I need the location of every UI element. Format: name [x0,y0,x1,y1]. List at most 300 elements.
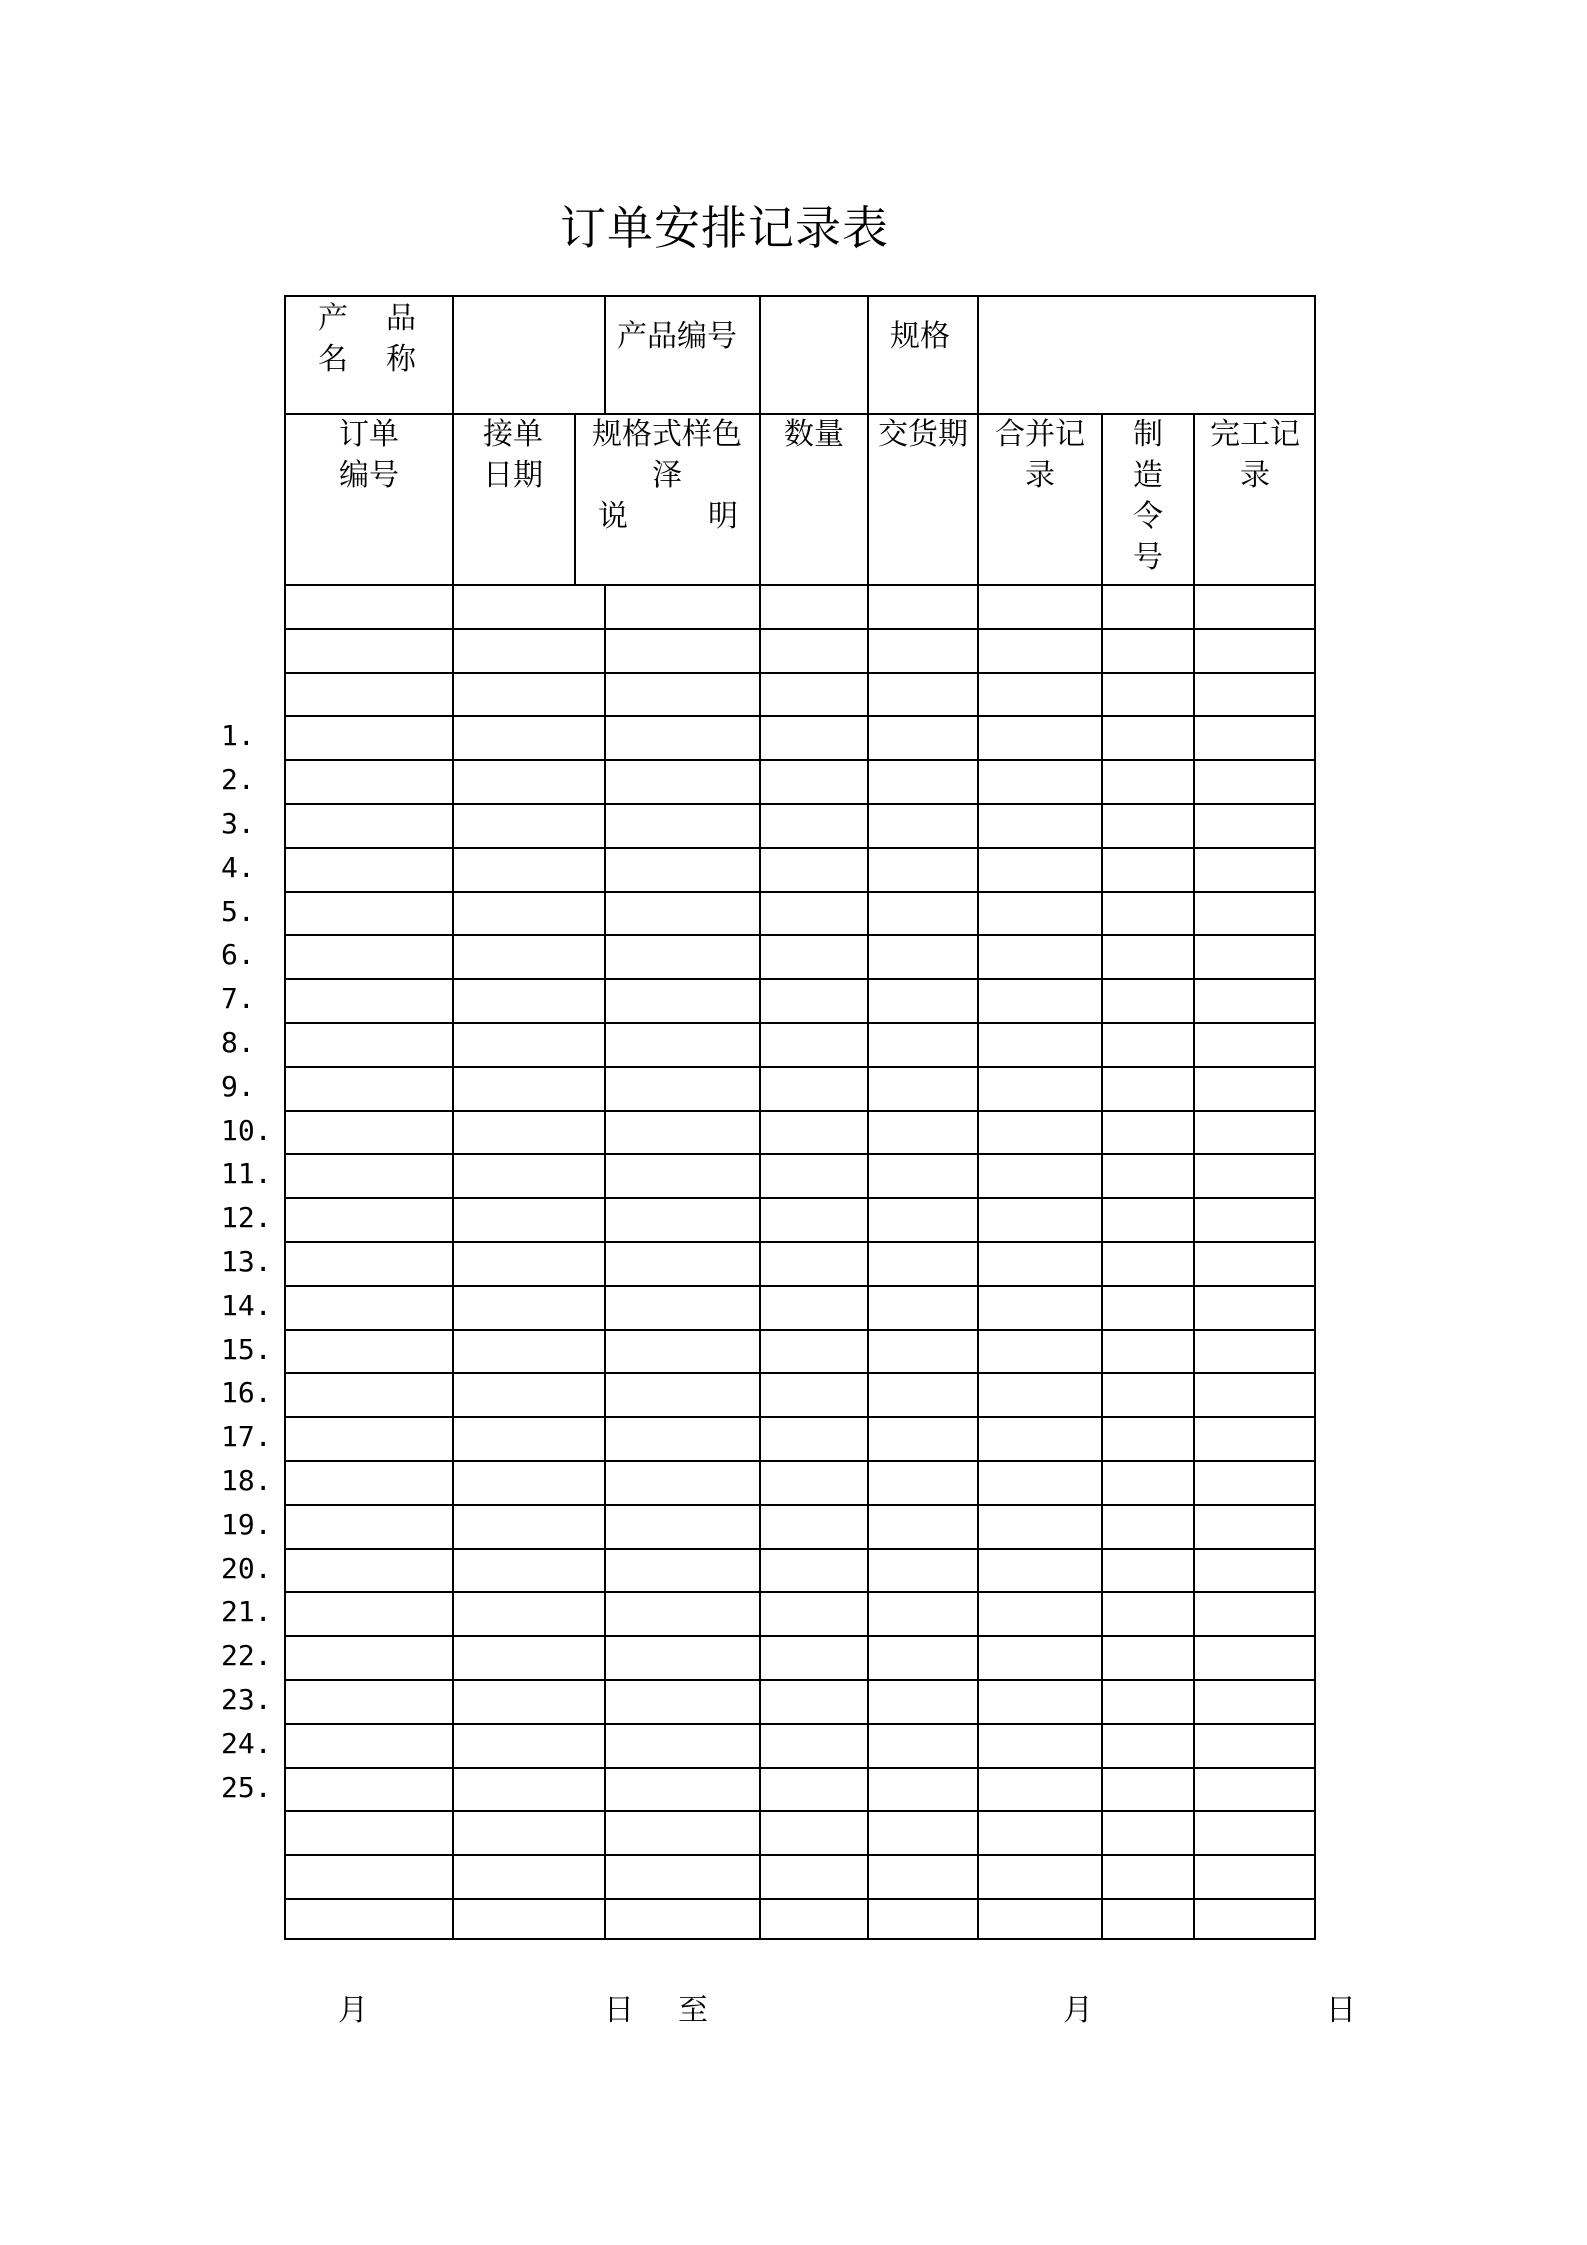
table-cell[interactable] [1103,1155,1193,1197]
table-cell[interactable] [1195,1769,1316,1811]
product-name-label-line2 [318,339,416,380]
table-cell[interactable] [286,1243,452,1285]
table-cell[interactable] [869,1900,977,1942]
table-cell[interactable] [761,936,867,978]
table-cell[interactable] [286,761,452,803]
table-cell[interactable] [869,1593,977,1635]
table-cell[interactable] [606,893,759,935]
row-number: 22. [221,1639,272,1673]
table-cell[interactable] [286,1199,452,1241]
table-cell[interactable] [761,805,867,847]
table-cell[interactable] [979,1725,1101,1767]
table-cell[interactable] [979,630,1101,672]
table-cell[interactable] [1195,1155,1316,1197]
table-cell[interactable] [1195,849,1316,891]
col-receive-date-line1: 接单 [483,417,543,452]
table-cell[interactable] [606,1462,759,1504]
table-cell[interactable] [1103,630,1193,672]
table-cell[interactable] [454,1243,604,1285]
row-number: 13. [221,1245,272,1278]
col-order-no [286,414,452,496]
table-cell[interactable] [1195,1725,1316,1767]
table-cell[interactable] [1103,1856,1193,1898]
table-cell[interactable] [1195,1024,1316,1066]
table-cell[interactable] [286,1725,452,1767]
product-name-char: 称 [386,342,416,377]
table-cell[interactable] [454,1506,604,1548]
table-cell[interactable] [454,1068,604,1110]
table-cell[interactable] [606,980,759,1022]
col-receive-date [452,414,574,496]
row-number: 4. [221,850,255,884]
header-divider [574,413,576,584]
table-cell[interactable] [1195,1856,1316,1898]
table-cell[interactable] [869,1331,977,1373]
table-cell[interactable] [454,1374,604,1416]
table-cell[interactable] [606,1331,759,1373]
table-cell[interactable] [761,1331,867,1373]
table-cell[interactable] [606,1593,759,1635]
header-divider [977,295,979,413]
table-cell[interactable] [1103,1900,1193,1942]
table-cell[interactable] [979,674,1101,716]
row-number: 16. [221,1376,272,1410]
table-cell[interactable] [454,1112,604,1154]
table-cell[interactable] [606,1550,759,1592]
table-cell[interactable] [761,674,867,716]
table-cell[interactable] [1103,936,1193,978]
footer-day-end: 日 [1326,1993,1356,2028]
table-cell[interactable] [761,1856,867,1898]
table-cell[interactable] [979,1812,1101,1854]
col-spec-desc-line2: 泽 [652,458,682,493]
table-cell[interactable] [979,761,1101,803]
col-order-no-line1: 订单 [339,417,399,452]
table-cell[interactable] [606,1068,759,1110]
table-cell[interactable] [286,1418,452,1460]
table-cell[interactable] [869,980,977,1022]
table-cell[interactable] [1103,1418,1193,1460]
table-cell[interactable] [869,1462,977,1504]
row-number: 18. [221,1464,272,1497]
table-cell[interactable] [1103,1637,1193,1679]
table-cell[interactable] [979,1155,1101,1197]
table-cell[interactable] [979,1856,1101,1898]
table-cell[interactable] [1103,1199,1193,1241]
table-cell[interactable] [979,1418,1101,1460]
table-cell[interactable] [606,1812,759,1854]
table-cell[interactable] [761,1155,867,1197]
table-cell[interactable] [869,1418,977,1460]
table-cell[interactable] [1103,1068,1193,1110]
table-cell[interactable] [869,1637,977,1679]
table-cell[interactable] [606,1506,759,1548]
row-number: 2. [221,763,255,797]
table-cell[interactable] [286,1637,452,1679]
table-cell[interactable] [1195,717,1316,759]
table-cell[interactable] [979,1462,1101,1504]
table-cell[interactable] [1195,1812,1316,1854]
table-cell[interactable] [869,1112,977,1154]
col-mfg-line4: 号 [1133,540,1163,575]
table-cell[interactable] [606,1900,759,1942]
table-cell[interactable] [606,1199,759,1241]
table-cell[interactable] [454,849,604,891]
table-cell[interactable] [454,1024,604,1066]
row-number: 5. [221,894,255,928]
table-cell[interactable] [1103,1462,1193,1504]
table-cell[interactable] [1103,805,1193,847]
table-cell[interactable] [286,980,452,1022]
table-cell[interactable] [606,586,759,628]
header-divider [452,295,454,413]
table-cell[interactable] [979,1681,1101,1723]
table-cell[interactable] [1103,893,1193,935]
table-cell[interactable] [606,1856,759,1898]
table-cell[interactable] [286,1112,452,1154]
table-cell[interactable] [286,849,452,891]
table-cell[interactable] [979,1199,1101,1241]
table-cell[interactable] [606,1637,759,1679]
table-cell[interactable] [286,586,452,628]
table-cell[interactable] [1103,1287,1193,1329]
table-cell[interactable] [286,674,452,716]
table-cell[interactable] [761,1900,867,1942]
table-cell[interactable] [606,1725,759,1767]
table-cell[interactable] [979,805,1101,847]
table-cell[interactable] [286,1331,452,1373]
table-cell[interactable] [1195,936,1316,978]
header-divider [1101,413,1103,584]
table-cell[interactable] [286,1506,452,1548]
spec-label: 规格 [890,319,950,354]
table-cell[interactable] [454,1725,604,1767]
table-cell[interactable] [1195,1068,1316,1110]
table-cell[interactable] [606,805,759,847]
table-cell[interactable] [606,674,759,716]
table-cell[interactable] [286,1769,452,1811]
table-cell[interactable] [761,1550,867,1592]
table-cell[interactable] [454,980,604,1022]
table-cell[interactable] [286,1550,452,1592]
table-cell[interactable] [286,1024,452,1066]
table-cell[interactable] [286,1681,452,1723]
table-cell[interactable] [761,761,867,803]
table-cell[interactable] [1195,1550,1316,1592]
table-cell[interactable] [1195,1681,1316,1723]
table-cell[interactable] [606,1287,759,1329]
table-cell[interactable] [1103,980,1193,1022]
table-cell[interactable] [869,805,977,847]
table-cell[interactable] [869,1856,977,1898]
table-cell[interactable] [761,586,867,628]
table-cell[interactable] [286,717,452,759]
table-cell[interactable] [761,980,867,1022]
table-cell[interactable] [454,1550,604,1592]
table-cell[interactable] [1195,1593,1316,1635]
table-cell[interactable] [454,805,604,847]
table-cell[interactable] [1195,1462,1316,1504]
table-cell[interactable] [1195,1637,1316,1679]
table-cell[interactable] [1103,1593,1193,1635]
row-number: 1. [221,719,255,753]
table-cell[interactable] [761,849,867,891]
table-cell[interactable] [454,761,604,803]
table-cell[interactable] [454,1769,604,1811]
table-cell[interactable] [606,1681,759,1723]
table-cell[interactable] [1195,1374,1316,1416]
table-cell[interactable] [1195,586,1316,628]
table-cell[interactable] [454,1637,604,1679]
row-number: 8. [221,1026,255,1059]
header-divider [759,413,761,584]
table-cell[interactable] [606,1155,759,1197]
row-number: 23. [221,1683,272,1716]
table-cell[interactable] [869,586,977,628]
table-cell[interactable] [286,805,452,847]
table-cell[interactable] [869,1550,977,1592]
table-cell[interactable] [979,717,1101,759]
header-separator [284,413,1316,415]
table-cell[interactable] [454,936,604,978]
table-cell[interactable] [979,936,1101,978]
table-cell[interactable] [869,1199,977,1241]
table-cell[interactable] [761,630,867,672]
table-cell[interactable] [454,1856,604,1898]
table-cell[interactable] [869,1155,977,1197]
table-cell[interactable] [606,761,759,803]
table-cell[interactable] [1195,980,1316,1022]
table-cell[interactable] [1103,1024,1193,1066]
table-cell[interactable] [454,1287,604,1329]
table-cell[interactable] [761,1112,867,1154]
header-divider [452,413,454,584]
product-code-label: 产品编号 [617,319,737,354]
table-cell[interactable] [286,1593,452,1635]
table-cell[interactable] [761,1374,867,1416]
table-cell[interactable] [286,1462,452,1504]
table-cell[interactable] [1195,1900,1316,1942]
table-cell[interactable] [286,1900,452,1942]
table-cell[interactable] [979,1112,1101,1154]
row-number: 6. [221,938,255,972]
col-merge-record [979,414,1101,496]
table-cell[interactable] [979,1900,1101,1942]
row-number: 14. [221,1288,272,1322]
table-cell[interactable] [979,1287,1101,1329]
table-cell[interactable] [606,1418,759,1460]
table-cell[interactable] [869,1506,977,1548]
table-cell[interactable] [1103,1681,1193,1723]
table-cell[interactable] [454,1331,604,1373]
table-cell[interactable] [1103,1812,1193,1854]
table-cell[interactable] [869,1374,977,1416]
row-number: 15. [221,1332,272,1366]
col-mfg-line2: 造 [1133,458,1163,493]
table-cell[interactable] [1103,1112,1193,1154]
col-delivery: 交货期 [878,417,968,452]
col-completion [1195,414,1315,496]
table-cell[interactable] [454,1155,604,1197]
table-cell[interactable] [761,893,867,935]
table-cell[interactable] [979,1243,1101,1285]
table-cell[interactable] [286,1374,452,1416]
table-cell[interactable] [454,717,604,759]
header-divider [604,295,606,413]
table-cell[interactable] [454,1593,604,1635]
table-cell[interactable] [979,849,1101,891]
table-cell[interactable] [286,893,452,935]
table-cell[interactable] [454,1812,604,1854]
col-completion-line2: 录 [1240,458,1270,493]
table-cell[interactable] [1103,717,1193,759]
table-cell[interactable] [869,936,977,978]
table-cell[interactable] [1103,586,1193,628]
table-cell[interactable] [761,1506,867,1548]
table-cell[interactable] [869,1024,977,1066]
col-spec-desc-char: 说 [598,499,628,534]
table-cell[interactable] [979,893,1101,935]
table-cell[interactable] [761,1725,867,1767]
table-cell[interactable] [286,1856,452,1898]
col-spec-desc-line3 [576,496,758,537]
table-cell[interactable] [1103,1331,1193,1373]
table-cell[interactable] [1195,893,1316,935]
table-cell[interactable] [979,1506,1101,1548]
table-cell[interactable] [1103,1243,1193,1285]
table-cell[interactable] [869,1681,977,1723]
table-cell[interactable] [869,1725,977,1767]
row-number: 9. [221,1069,255,1103]
table-cell[interactable] [979,1769,1101,1811]
table-cell[interactable] [606,1112,759,1154]
table-cell[interactable] [1103,1550,1193,1592]
footer-month-start: 月 [338,1993,368,2028]
table-cell[interactable] [1195,1287,1316,1329]
table-cell[interactable] [454,893,604,935]
table-cell[interactable] [1195,1243,1316,1285]
table-cell[interactable] [1195,761,1316,803]
table-cell[interactable] [1195,805,1316,847]
table-cell[interactable] [979,1637,1101,1679]
table-cell[interactable] [606,1769,759,1811]
table-cell[interactable] [869,893,977,935]
table-cell[interactable] [761,1199,867,1241]
table-cell[interactable] [286,1068,452,1110]
product-name-char: 产 [318,301,348,336]
table-cell[interactable] [979,1068,1101,1110]
table-cell[interactable] [869,761,977,803]
table-cell[interactable] [1195,674,1316,716]
table-cell[interactable] [1195,1112,1316,1154]
table-cell[interactable] [454,1462,604,1504]
table-cell[interactable] [1103,1769,1193,1811]
product-name-char: 品 [386,301,416,336]
table-cell[interactable] [979,1550,1101,1592]
table-cell[interactable] [1103,1725,1193,1767]
header-divider [759,295,761,413]
table-cell[interactable] [979,980,1101,1022]
table-cell[interactable] [606,717,759,759]
table-cell[interactable] [454,674,604,716]
table-cell[interactable] [761,1593,867,1635]
table-cell[interactable] [761,1812,867,1854]
table-cell[interactable] [979,1374,1101,1416]
table-cell[interactable] [761,1068,867,1110]
row-number: 20. [221,1551,272,1585]
table-cell[interactable] [454,1900,604,1942]
footer-to: 至 [678,1993,708,2028]
table-cell[interactable] [761,1462,867,1504]
table-cell[interactable] [1103,761,1193,803]
table-cell[interactable] [286,630,452,672]
table-cell[interactable] [454,630,604,672]
table-cell[interactable] [979,1331,1101,1373]
table-cell[interactable] [606,1243,759,1285]
table-cell[interactable] [761,717,867,759]
table-cell[interactable] [286,1812,452,1854]
col-spec-desc-line1: 规格式样色 [592,417,742,452]
table-cell[interactable] [606,630,759,672]
table-cell[interactable] [761,1024,867,1066]
table-cell[interactable] [869,630,977,672]
table-cell[interactable] [1103,1506,1193,1548]
table-cell[interactable] [454,1418,604,1460]
table-cell[interactable] [1195,1199,1316,1241]
table-cell[interactable] [606,1024,759,1066]
table-cell[interactable] [761,1243,867,1285]
table-cell[interactable] [1103,674,1193,716]
row-number: 17. [221,1420,272,1454]
table-cell[interactable] [761,1418,867,1460]
table-cell[interactable] [869,1287,977,1329]
table-cell[interactable] [1195,630,1316,672]
row-number: 24. [221,1726,272,1760]
table-cell[interactable] [979,1593,1101,1635]
table-cell[interactable] [869,1769,977,1811]
table-cell[interactable] [606,849,759,891]
table-cell[interactable] [606,1374,759,1416]
table-cell[interactable] [1195,1506,1316,1548]
table-cell[interactable] [979,586,1101,628]
table-cell[interactable] [979,1024,1101,1066]
table-cell[interactable] [1195,1418,1316,1460]
table-cell[interactable] [1195,1331,1316,1373]
table-cell[interactable] [869,717,977,759]
row-number: 7. [221,982,255,1016]
table-cell[interactable] [286,936,452,978]
table-cell[interactable] [761,1681,867,1723]
table-cell[interactable] [869,1068,977,1110]
table-cell[interactable] [761,1637,867,1679]
table-cell[interactable] [869,1243,977,1285]
table-cell[interactable] [1103,849,1193,891]
table-cell[interactable] [454,1199,604,1241]
col-quantity: 数量 [784,417,844,452]
table-cell[interactable] [454,1681,604,1723]
table-cell[interactable] [761,1287,867,1329]
col-receive-date-line2: 日期 [483,458,543,493]
table-cell[interactable] [869,674,977,716]
table-cell[interactable] [761,1769,867,1811]
table-cell[interactable] [1103,1374,1193,1416]
table-cell[interactable] [286,1287,452,1329]
table-cell[interactable] [606,936,759,978]
table-cell[interactable] [869,1812,977,1854]
table-cell[interactable] [869,849,977,891]
table-cell[interactable] [286,1155,452,1197]
table-cell[interactable] [454,586,604,628]
